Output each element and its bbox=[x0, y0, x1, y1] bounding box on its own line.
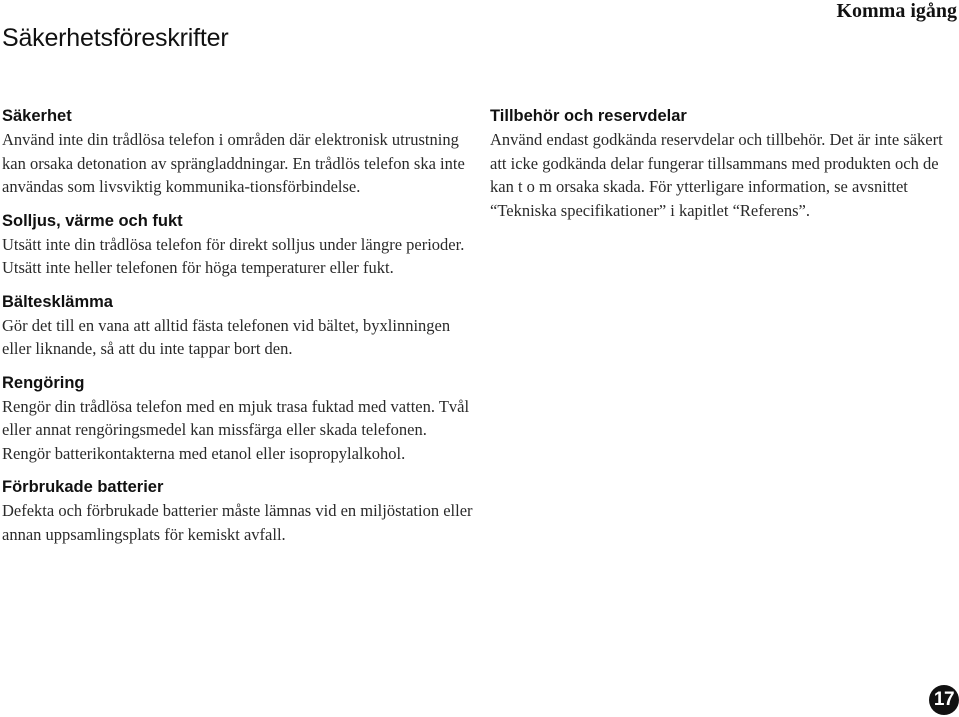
section-belt-clip bbox=[2, 291, 477, 361]
section-text: Rengör din trådlösa telefon med en mjuk trasa fuktad med vatten. Tvål eller annat rengöringsmedel kan missfärga eller skada telefonen. Rengör batterikontakterna med etanol eller isopropylalkohol. bbox=[2, 396, 470, 463]
section-accessories-spare-parts bbox=[490, 105, 958, 222]
section-safety bbox=[2, 105, 477, 199]
section-text: Använd inte din trådlösa telefon i områden där elektronisk utrustning kan orsaka detonation av sprängladdningar. En trådlös telefon ska inte användas som livsviktig kommunika-tionsförbindelse. bbox=[2, 130, 465, 196]
section-heading: Bältesklämma bbox=[2, 292, 113, 311]
section-text: Utsätt inte din trådlösa telefon för direkt solljus under längre perioder. Utsätt inte heller telefonen för höga temperaturer eller fukt. bbox=[2, 234, 465, 277]
section-heading: Förbrukade batterier bbox=[2, 478, 164, 496]
right-column bbox=[490, 105, 958, 233]
section-heading: Solljus, värme och fukt bbox=[2, 211, 183, 230]
section-heading: Rengöring bbox=[2, 373, 85, 392]
section-text: Använd endast godkända reservdelar och tillbehör. Det är inte säkert att icke godkända delar fungerar tillsammans med produkten och de kan t o m orsaka skada. För ytterligare information, se avsnittet “Tekniska specifikationer” i kapitlet “Referens”. bbox=[490, 130, 943, 220]
section-used-batteries bbox=[2, 476, 477, 546]
section-text: Gör det till en vana att alltid fästa telefonen vid bältet, byxlinningen eller liknande, så att du inte tappar bort den. bbox=[2, 315, 451, 358]
section-sunlight-heat-moisture bbox=[2, 210, 477, 280]
section-cleaning bbox=[2, 372, 477, 466]
page-title: Säkerhetsföreskrifter bbox=[2, 24, 229, 52]
page-number-badge: 17 bbox=[929, 685, 959, 715]
section-heading: Tillbehör och reservdelar bbox=[490, 107, 687, 125]
section-heading: Säkerhet bbox=[2, 107, 72, 125]
section-text: Defekta och förbrukade batterier måste lämnas vid en miljöstation eller annan uppsamlingsplats för kemiskt avfall. bbox=[2, 501, 473, 544]
chapter-label: Komma igång bbox=[836, 0, 957, 22]
left-column bbox=[2, 105, 477, 557]
